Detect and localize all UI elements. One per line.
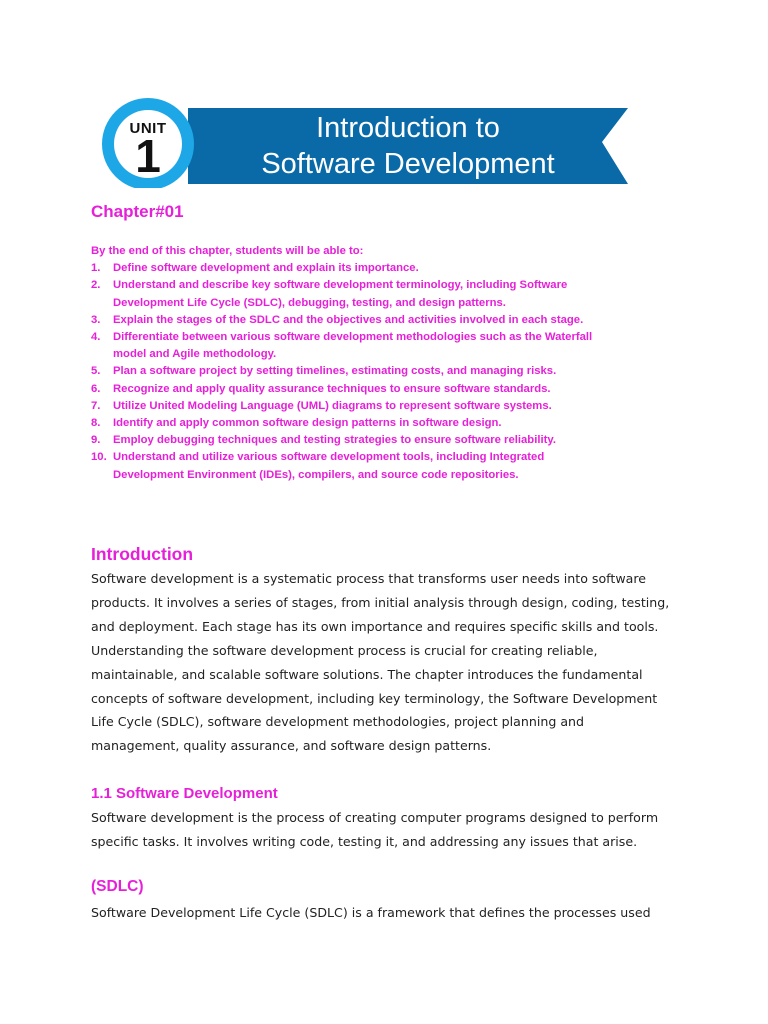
objective-text: Understand and utilize various software development tools, including Integrated Development Environment (IDEs), compilers, and source code repositories.: [113, 451, 545, 481]
objectives-intro: By the end of this chapter, students will be able to:: [91, 245, 364, 257]
objective-number: 5.: [91, 365, 101, 378]
objective-text: Explain the stages of the SDLC and the objectives and activities involved in each stage.: [113, 313, 584, 326]
objective-item: [91, 329, 611, 363]
unit-label: UNIT: [129, 120, 167, 137]
objective-item: [91, 398, 611, 415]
objective-item: [91, 415, 611, 432]
objective-item: [91, 312, 611, 329]
sdlc-paragraph: Software Development Life Cycle (SDLC) is a framework that defines the processes used: [91, 905, 651, 920]
objective-text: Plan a software project by setting timelines, estimating costs, and managing risks.: [113, 365, 557, 378]
objective-text: Define software development and explain its importance.: [113, 262, 419, 275]
objective-number: 6.: [91, 382, 101, 395]
objective-text: Employ debugging techniques and testing strategies to ensure software reliability.: [113, 434, 556, 447]
objective-number: 8.: [91, 417, 101, 430]
objective-item: [91, 432, 611, 449]
objective-item: [91, 449, 611, 483]
objective-number: 4.: [91, 331, 101, 344]
objective-text: Utilize United Modeling Language (UML) diagrams to represent software systems.: [113, 399, 552, 412]
objective-number: 9.: [91, 434, 101, 447]
objective-number: 10.: [91, 451, 107, 464]
objective-text: Recognize and apply quality assurance techniques to ensure software standards.: [113, 382, 551, 395]
sdlc-heading: (SDLC): [91, 878, 144, 895]
unit-number: 1: [135, 130, 161, 182]
objective-item: [91, 363, 611, 380]
unit-banner: [100, 96, 630, 188]
objective-item: [91, 260, 611, 277]
section-1-1-heading: 1.1 Software Development: [91, 785, 278, 802]
objective-item: [91, 381, 611, 398]
objective-text: Identify and apply common software design patterns in software design.: [113, 417, 502, 430]
section-1-1-paragraph: Software development is the process of creating computer programs designed to perform specific tasks. It involves writing code, testing it, and addressing any issues that arise.: [91, 810, 659, 849]
objective-number: 1.: [91, 262, 101, 275]
objective-item: [91, 277, 611, 311]
chapter-heading: Chapter#01: [91, 202, 184, 221]
unit-title-line-2: Software Development: [261, 148, 555, 180]
objectives-list: [91, 260, 611, 484]
objective-text: Understand and describe key software development terminology, including Software Development Life Cycle (SDLC), debugging, testing, and design patterns.: [113, 279, 568, 309]
objective-number: 7.: [91, 399, 101, 412]
introduction-heading: Introduction: [91, 544, 194, 564]
objective-number: 3.: [91, 313, 101, 326]
unit-title-line-1: Introduction to: [316, 112, 500, 144]
unit-title: [218, 110, 598, 182]
objective-text: Differentiate between various software development methodologies such as the Waterfall model and Agile methodology.: [113, 331, 593, 361]
learning-objectives: [91, 243, 611, 484]
introduction-paragraph: Software development is a systematic process that transforms user needs into software products. It involves a series of stages, from initial analysis through design, coding, testing, and deployment. Each stage has its own importance and requires specific skills and tools. Understanding the software development process is crucial for creating reliable, maintainable, and scalable software solutions. The chapter introduces the fundamental concepts of software development, including key terminology, the Software Development Life Cycle (SDLC), software development methodologies, project planning and management, quality assurance, and software design patterns.: [91, 571, 670, 754]
objective-number: 2.: [91, 279, 101, 292]
